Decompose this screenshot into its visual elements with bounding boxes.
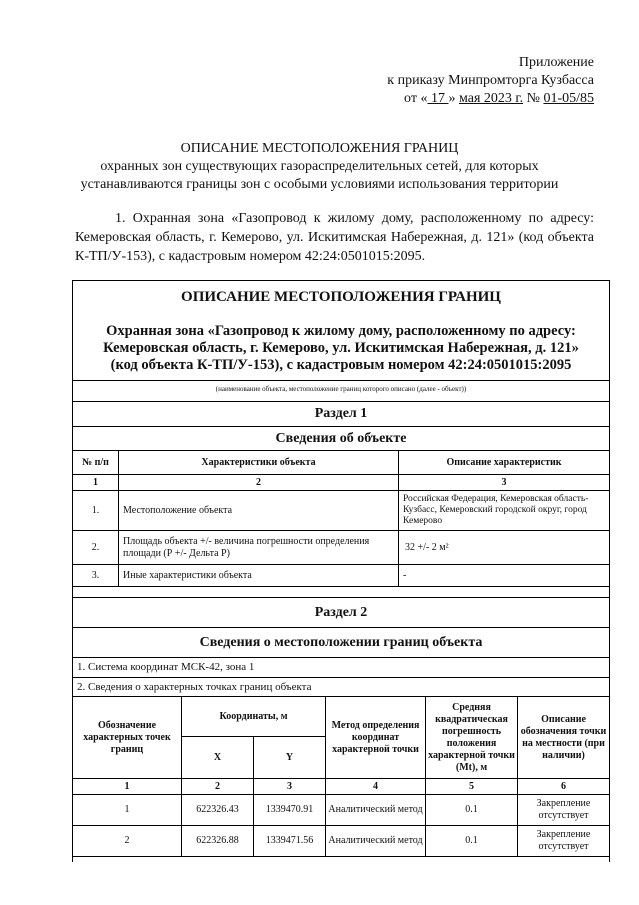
col-header-description: Описание характеристик (399, 451, 610, 475)
document-title (0, 140, 639, 194)
section-1-name: Сведения об объекте (73, 426, 609, 450)
col-header-coordinates: Координаты, м (182, 697, 326, 737)
col-header-method: Метод определения координат характерной точки (326, 697, 426, 779)
col-header-accuracy: Средняя квадратическая погрешность положения характерной точки (Mt), м (426, 697, 518, 779)
order-day: 17 (427, 91, 449, 106)
order-reference: к приказу Минпромторга Кузбасса (387, 73, 594, 88)
object-info-table: № п/п Характеристики объекта Описание характеристик 1 2 3 1. Местоположение объекта Российская Федерация, Кемеровская область-Кузбасс, Кемеровский городской округ, город Кемерово 2. Площадь объекта +/- величина погрешности определения площади (Р +/- Дельта Р) 32 +/- 2 м² 3. Иные характеристики объекта - (72, 450, 610, 587)
appendix-header (387, 54, 594, 108)
coordinate-system: 1. Система координат МСК-42, зона 1 (73, 657, 609, 676)
order-number: 01-05/85 (543, 91, 594, 106)
table-row: 1 622326.43 1339470.91 Аналитический метод 0.1 Закрепление отсутствует (73, 795, 610, 826)
title-line-3: устанавливаются границы зон с особыми условиями использования территории (80, 177, 559, 192)
object-info-table-wrap (72, 450, 610, 587)
boundary-description-form (72, 280, 610, 862)
col-header-num: № п/п (73, 451, 119, 475)
section-2-heading: Раздел 2 (73, 597, 609, 627)
order-date-line: от « 17 » мая 2023 г. № 01-05/85 (404, 91, 594, 106)
table-row: 3. Иные характеристики объекта - (73, 565, 610, 587)
points-info-heading: 2. Сведения о характерных точках границ объекта (73, 677, 609, 696)
title-line-1: ОПИСАНИЕ МЕСТОПОЛОЖЕНИЯ ГРАНИЦ (180, 141, 459, 156)
form-title: ОПИСАНИЕ МЕСТОПОЛОЖЕНИЯ ГРАНИЦ (181, 289, 501, 305)
table-row: 2. Площадь объекта +/- величина погрешности определения площади (Р +/- Дельта Р) 32 +/- 2 м² (73, 531, 610, 565)
points-table-wrap (72, 696, 610, 857)
points-table: Обозначение характерных точек границ Координаты, м Метод определения координат характерной точки Средняя квадратическая погрешность положения характерной точки (Mt), м Описание обозначения точки на местности (при наличии) X Y 1 2 3 4 5 6 1 622326.43 1339470.91 Аналитический метод 0.1 Закрепление отсутствует 2 622326.88 1339471.56 Аналитический метод 0.1 Закрепление отсутствует (72, 696, 610, 857)
form-caption: (наименование объекта, местоположение границ которого описано (далее - объект)) (73, 380, 609, 400)
col-header-y: Y (254, 737, 326, 779)
intro-paragraph: 1. Охранная зона «Газопровод к жилому дому, расположенному по адресу: Кемеровская область, г. Кемерово, ул. Искитимская Набережная, д. 121» (код объекта К-ТП/У-153), с кадастровым номером 42:24:0501015:2095. (75, 211, 594, 264)
section-1-heading: Раздел 1 (73, 401, 609, 425)
table-row: 2 622326.88 1339471.56 Аналитический метод 0.1 Закрепление отсутствует (73, 826, 610, 857)
col-header-x: X (182, 737, 254, 779)
col-header-point-description: Описание обозначения точки на местности (при наличии) (518, 697, 610, 779)
col-header-designation: Обозначение характерных точек границ (73, 697, 182, 779)
appendix-label: Приложение (518, 55, 594, 70)
order-month-year: мая 2023 г. (458, 91, 524, 106)
zone-name: Охранная зона «Газопровод к жилому дому, расположенному по адресу: Кемеровская область, г. Кемерово, ул. Искитимская Набережная, д. 121» (код объекта К-ТП/У-153), с кадастровым номером 42:24:0501015:2095 (103, 323, 579, 373)
section-2-name: Сведения о местоположении границ объекта (73, 627, 609, 657)
table-row: 1. Местоположение объекта Российская Федерация, Кемеровская область-Кузбасс, Кемеровский городской округ, город Кемерово (73, 491, 610, 531)
title-line-2: охранных зон существующих газораспределительных сетей, для которых (100, 159, 539, 174)
col-header-characteristic: Характеристики объекта (119, 451, 399, 475)
